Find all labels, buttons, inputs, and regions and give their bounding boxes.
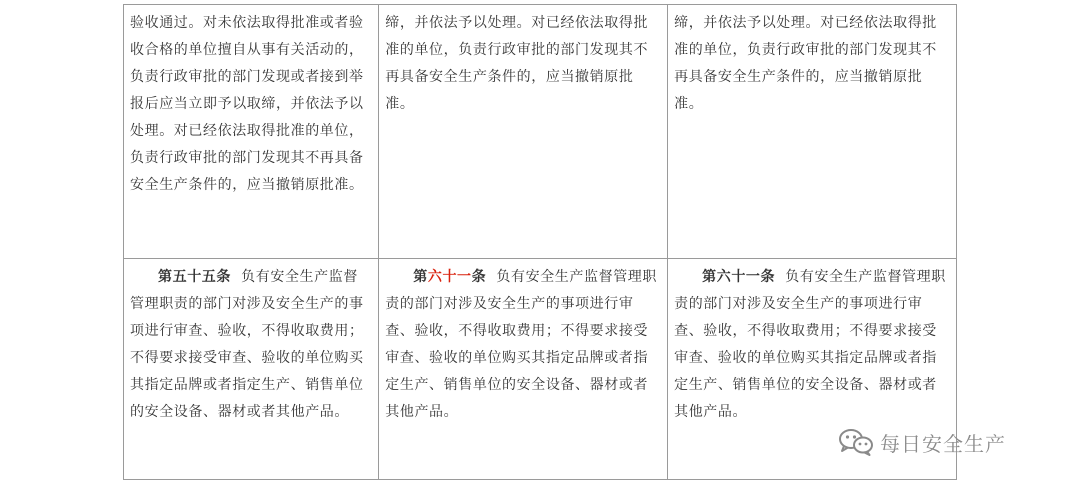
article-number: 第五十五条 bbox=[158, 269, 232, 285]
table-row bbox=[124, 259, 957, 480]
comparison-table bbox=[123, 4, 957, 480]
cell-text: 缔，并依法予以处理。对已经依法取得批准的单位，负责行政审批的部门发现其不再具备安全生产条件的，应当撤销原批准。 bbox=[674, 15, 937, 112]
table-cell bbox=[124, 5, 379, 259]
article-number: 第六十一条 bbox=[702, 269, 776, 285]
table-cell bbox=[124, 259, 379, 480]
table-cell bbox=[668, 5, 957, 259]
article-number: 第六十一条 bbox=[413, 269, 487, 285]
cell-text: 验收通过。对未依法取得批准或者验收合格的单位擅自从事有关活动的，负责行政审批的部门发现或者接到举报后应当立即予以取缔，并依法予以处理。对已经依法取得批准的单位，负责行政审批的部门发现其不再具备安全生产条件的，应当撤销原批准。 bbox=[130, 15, 364, 193]
article-text: 负有安全生产监督管理职责的部门对涉及安全生产的事项进行审查、验收，不得收取费用；不得要求接受审查、验收的单位购买其指定品牌或者指定生产、销售单位的安全设备、器材或者其他产品。 bbox=[385, 269, 657, 420]
watermark bbox=[838, 427, 1006, 457]
watermark-text: 每日安全生产 bbox=[880, 431, 1006, 456]
cell-text: 缔，并依法予以处理。对已经依法取得批准的单位，负责行政审批的部门发现其不再具备安全生产条件的，应当撤销原批准。 bbox=[385, 15, 649, 112]
table-cell bbox=[379, 259, 668, 480]
article-text: 负有安全生产监督管理职责的部门对涉及安全生产的事项进行审查、验收，不得收取费用；不得要求接受审查、验收的单位购买其指定品牌或者指定生产、销售单位的安全设备、器材或者其他产品。 bbox=[130, 269, 364, 420]
article-text: 负有安全生产监督管理职责的部门对涉及安全生产的事项进行审查、验收，不得收取费用；不得要求接受审查、验收的单位购买其指定品牌或者指定生产、销售单位的安全设备、器材或者其他产品。 bbox=[674, 269, 946, 420]
table-cell bbox=[379, 5, 668, 259]
wechat-icon bbox=[838, 428, 874, 456]
table-row bbox=[124, 5, 957, 259]
